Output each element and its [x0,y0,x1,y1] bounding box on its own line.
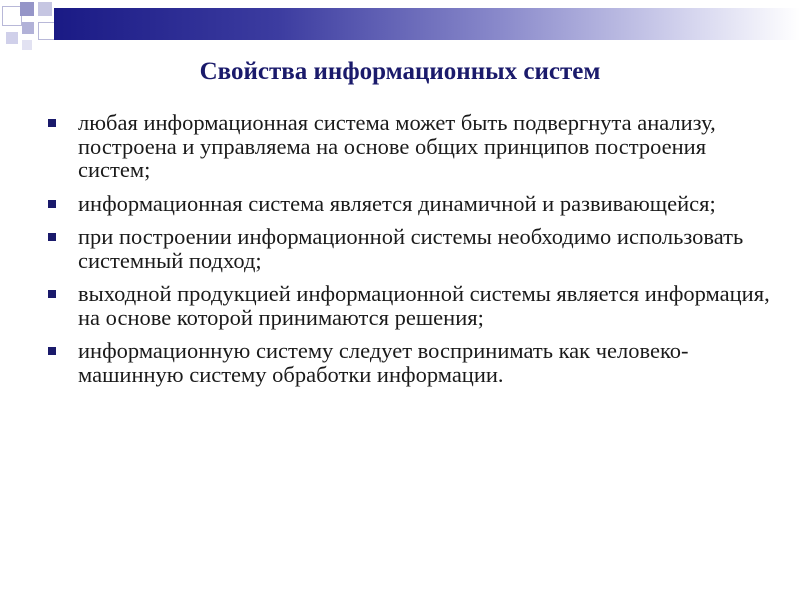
square-bullet-icon [48,119,56,127]
square-bullet-icon [48,290,56,298]
bullet-item [48,282,778,329]
decor-square [20,2,34,16]
bullet-text: информационную систему следует воспринимать как человеко-машинную систему обработки информации. [78,338,689,387]
decor-square [2,6,22,26]
bullet-list [48,111,778,396]
bullet-item [48,339,778,386]
bullet-text: любая информационная система может быть подвергнута анализу, построена и управляема на основе общих принципов построения систем; [78,110,716,182]
bullet-item [48,192,778,216]
decor-square [6,32,18,44]
bullet-item [48,111,778,182]
bullet-text: выходной продукцией информационной системы является информация, на основе которой принимаются решения; [78,281,770,330]
header-gradient-bar [54,8,800,40]
slide-title: Свойства информационных систем [199,58,601,85]
square-bullet-icon [48,200,56,208]
decor-square [22,22,34,34]
decor-square [22,40,32,50]
decor-square [38,2,52,16]
bullet-item [48,225,778,272]
square-bullet-icon [48,233,56,241]
square-bullet-icon [48,347,56,355]
bullet-text: информационная система является динамичной и развивающейся; [78,190,716,216]
bullet-text: при построении информационной системы необходимо использовать системный подход; [78,224,744,273]
